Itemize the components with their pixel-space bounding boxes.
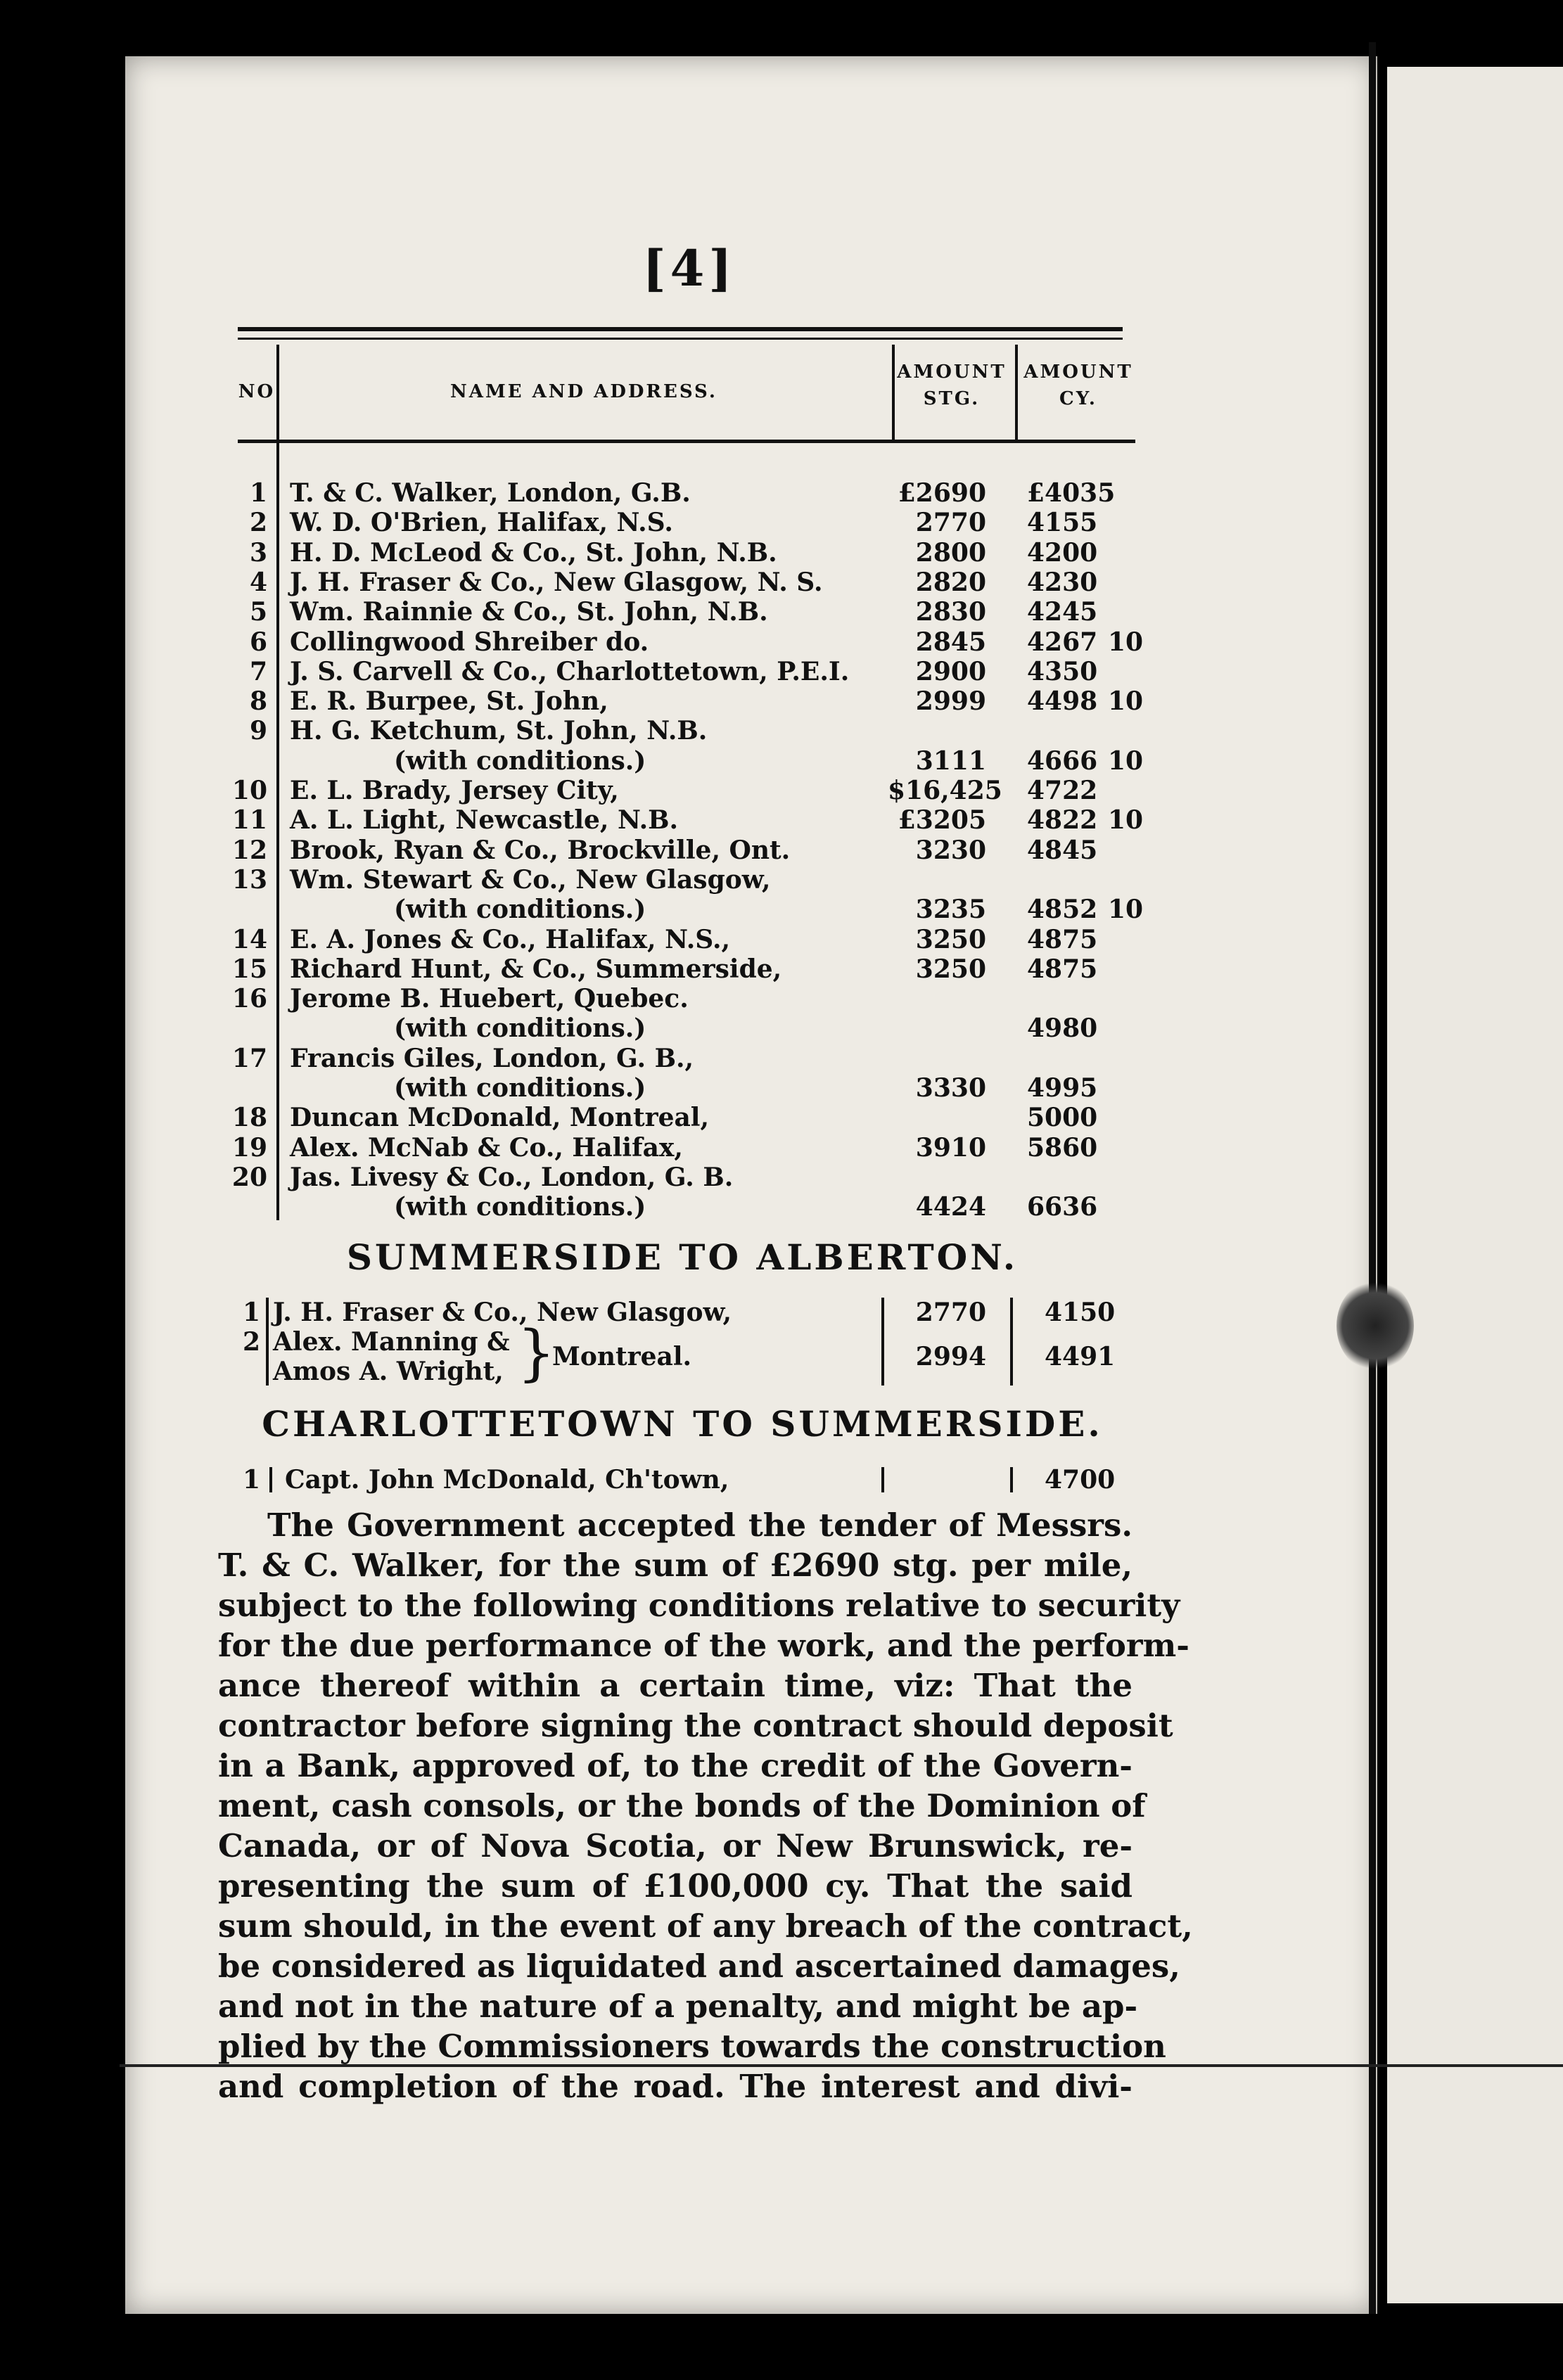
row-number: 1: [242, 1465, 260, 1495]
row-number: 17: [231, 1043, 267, 1073]
row-amount-cy: 4845: [1027, 835, 1098, 865]
body-paragraph: [218, 1505, 1193, 2106]
table-row: [0, 865, 1563, 895]
summerside-line-stg: [881, 1467, 884, 1492]
table-row: [0, 1192, 1563, 1222]
table-row: [0, 954, 1563, 984]
brace: }: [517, 1318, 556, 1388]
row-amount-stg: 3250: [915, 924, 986, 954]
paragraph-line: ance thereof within a certain time, viz: That the: [218, 1667, 1133, 1704]
row-amount-cy: 4155: [1027, 508, 1098, 538]
row-number: 20: [231, 1162, 267, 1192]
row-name: (with conditions.): [394, 1013, 646, 1044]
table-row: [0, 1013, 1563, 1043]
row-amount-stg: 2770: [915, 1298, 986, 1327]
row-name: J. H. Fraser & Co., New Glasgow,: [273, 1298, 732, 1327]
row-amount-cy: 4995: [1027, 1073, 1098, 1103]
paragraph-line: plied by the Commissioners towards the construction: [218, 2028, 1166, 2065]
row-amount-stg: 2800: [915, 537, 986, 568]
row-amount-cy: 4700: [1045, 1465, 1116, 1495]
paragraph-line: Canada, or of Nova Scotia, or New Brunswick, re-: [218, 1827, 1133, 1864]
row-name: Richard Hunt, & Co., Summerside,: [290, 954, 782, 984]
row-place: Montreal.: [552, 1342, 692, 1371]
table-row: [0, 538, 1563, 568]
row-amount-stg: 3250: [915, 954, 986, 984]
row-amount-frac: 10: [1108, 686, 1144, 717]
table-row: [0, 657, 1563, 686]
col-line-cy: [1015, 345, 1018, 443]
table-row: [0, 925, 1563, 954]
row-name: (with conditions.): [394, 1192, 646, 1222]
table-row: [0, 1073, 1563, 1103]
col-header-stg-line2: STG.: [923, 388, 981, 409]
paragraph-line: subject to the following conditions relative to security: [218, 1587, 1180, 1624]
row-amount-stg: 3330: [915, 1073, 986, 1103]
paragraph-line: presenting the sum of £100,000 cy. That the said: [218, 1867, 1133, 1905]
row-amount-stg: 2845: [915, 627, 986, 657]
row-amount-cy: 5000: [1027, 1103, 1098, 1133]
summerside-row-1: [0, 1465, 1563, 1495]
table-row: [0, 568, 1563, 597]
table-row: [0, 836, 1563, 865]
row-amount-cy: £4035: [1027, 478, 1116, 508]
row-number: 11: [231, 805, 267, 836]
row-number: 1: [242, 1298, 260, 1327]
table-row: [0, 627, 1563, 657]
row-amount-cy: 4230: [1027, 567, 1098, 597]
row-amount-stg: 3230: [915, 835, 986, 865]
row-amount-cy: 4498: [1027, 686, 1098, 717]
row-number: 16: [231, 984, 267, 1014]
paragraph-line: contractor before signing the contract should deposit: [218, 1707, 1173, 1744]
row-amount-cy: 4350: [1027, 656, 1098, 686]
table-row: [0, 1103, 1563, 1132]
row-amount-cy: 4666: [1027, 746, 1098, 776]
row-name: Capt. John McDonald, Ch'town,: [285, 1465, 729, 1495]
col-header-stg: [892, 359, 1012, 412]
table-row: [0, 1044, 1563, 1073]
table-row: [0, 746, 1563, 776]
row-amount-cy: 4200: [1027, 537, 1098, 568]
row-amount-cy: 6636: [1027, 1192, 1098, 1222]
row-number: 18: [231, 1103, 267, 1133]
row-amount-cy: 4245: [1027, 597, 1098, 627]
row-number: 3: [249, 537, 267, 568]
row-name: Alex. McNab & Co., Halifax,: [290, 1132, 683, 1163]
section-title-summerside: CHARLOTTETOWN TO SUMMERSIDE.: [262, 1403, 1103, 1445]
table-row: [0, 508, 1563, 537]
row-name: E. A. Jones & Co., Halifax, N.S.,: [290, 924, 731, 954]
table-row: [0, 984, 1563, 1013]
col-header-no: NO: [238, 381, 276, 402]
row-amount-stg: 2770: [915, 508, 986, 538]
paragraph-line: sum should, in the event of any breach of the contract,: [218, 1907, 1193, 1945]
row-name: J. S. Carvell & Co., Charlottetown, P.E.I.: [290, 656, 850, 686]
table-row: [0, 776, 1563, 805]
row-name: Francis Giles, London, G. B.,: [290, 1043, 694, 1073]
summerside-line-no: [269, 1467, 272, 1492]
table-row: [0, 686, 1563, 716]
row-number: 13: [231, 864, 267, 895]
row-name: Wm. Stewart & Co., New Glasgow,: [290, 864, 771, 895]
row-amount-stg: 2999: [915, 686, 986, 717]
row-amount-stg: £3205: [898, 805, 986, 836]
paragraph-line: for the due performance of the work, and the perform-: [218, 1627, 1189, 1664]
row-amount-cy: 4267: [1027, 627, 1098, 657]
row-amount-stg: 3235: [915, 895, 986, 925]
row-name: A. L. Light, Newcastle, N.B.: [290, 805, 679, 836]
row-number: 5: [249, 597, 267, 627]
row-name: (with conditions.): [394, 895, 646, 925]
row-number: 10: [231, 776, 267, 805]
row-name: Brook, Ryan & Co., Brockville, Ont.: [290, 835, 791, 865]
page-number: [4]: [642, 239, 736, 298]
section-title-alberton: SUMMERSIDE TO ALBERTON.: [346, 1236, 1019, 1278]
row-name: Duncan McDonald, Montreal,: [290, 1103, 710, 1133]
row-name: Jerome B. Huebert, Quebec.: [290, 984, 689, 1014]
row-number: 8: [249, 686, 267, 717]
row-number: 2: [242, 1327, 260, 1357]
paragraph-line: The Government accepted the tender of Messrs.: [267, 1506, 1133, 1544]
header-rule-top-2: [238, 338, 1123, 340]
row-number: 19: [231, 1132, 267, 1163]
row-number: 7: [249, 656, 267, 686]
row-amount-stg: 2830: [915, 597, 986, 627]
row-name: H. D. McLeod & Co., St. John, N.B.: [290, 537, 777, 568]
row-name: Jas. Livesy & Co., London, G. B.: [290, 1162, 734, 1192]
row-name: E. R. Burpee, St. John,: [290, 686, 608, 717]
row-number: 14: [231, 924, 267, 954]
row-amount-stg: $16,425: [888, 776, 1002, 805]
row-amount-cy: 4822: [1027, 805, 1098, 836]
paragraph-line: be considered as liquidated and ascertained damages,: [218, 1947, 1180, 1985]
table-row: [0, 895, 1563, 924]
row-amount-stg: 3910: [915, 1132, 986, 1163]
header-rule-top: [238, 327, 1123, 331]
row-amount-frac: 10: [1108, 895, 1144, 925]
paragraph-line: and completion of the road. The interest and divi-: [218, 2068, 1133, 2105]
row-number: 2: [249, 508, 267, 538]
alberton-line-stg: [881, 1298, 884, 1386]
row-amount-cy: 4875: [1027, 954, 1098, 984]
table-row: [0, 597, 1563, 627]
row-number: 4: [249, 567, 267, 597]
row-amount-stg: 2900: [915, 656, 986, 686]
col-header-stg-line1: AMOUNT: [897, 362, 1007, 383]
row-number: 9: [249, 716, 267, 746]
col-header-cy-line1: AMOUNT: [1023, 362, 1133, 383]
paragraph-line: T. & C. Walker, for the sum of £2690 stg. per mile,: [218, 1547, 1133, 1584]
col-header-name: NAME AND ADDRESS.: [450, 381, 717, 402]
row-amount-stg: 4424: [915, 1192, 986, 1222]
row-amount-stg: £2690: [898, 478, 986, 508]
alberton-line-no: [266, 1298, 269, 1386]
row-amount-cy: 4722: [1027, 776, 1098, 805]
alberton-line-cy: [1010, 1298, 1013, 1386]
row-name: (with conditions.): [394, 1073, 646, 1103]
alberton-row-1: [0, 1298, 1563, 1327]
row-name: W. D. O'Brien, Halifax, N.S.: [290, 508, 673, 538]
row-amount-frac: 10: [1108, 746, 1144, 776]
row-name: E. L. Brady, Jersey City,: [290, 776, 619, 805]
row-name: H. G. Ketchum, St. John, N.B.: [290, 716, 708, 746]
row-amount-cy: 4980: [1027, 1013, 1098, 1044]
row-amount-stg: 2994: [915, 1342, 986, 1371]
row-name: Wm. Rainnie & Co., St. John, N.B.: [290, 597, 768, 627]
table-row: [0, 805, 1563, 835]
row-amount-cy: 4491: [1045, 1342, 1116, 1371]
row-name: J. H. Fraser & Co., New Glasgow, N. S.: [290, 567, 823, 597]
header-rule-bottom: [238, 440, 1135, 443]
row-amount-cy: 4852: [1027, 895, 1098, 925]
row-amount-stg: 3111: [915, 746, 986, 776]
alberton-row-2: [0, 1318, 1563, 1388]
paragraph-line: and not in the nature of a penalty, and might be ap-: [218, 1988, 1138, 2025]
row-amount-frac: 10: [1108, 627, 1144, 657]
paragraph-line: in a Bank, approved of, to the credit of the Govern-: [218, 1747, 1133, 1784]
col-header-cy-line2: CY.: [1059, 388, 1097, 409]
row-amount-frac: 10: [1108, 805, 1144, 836]
row-name: (with conditions.): [394, 746, 646, 776]
row-number: 12: [231, 835, 267, 865]
table-row: [0, 1133, 1563, 1163]
summerside-line-cy: [1010, 1467, 1013, 1492]
paragraph-line: ment, cash consols, or the bonds of the Dominion of: [218, 1787, 1146, 1824]
row-name-line1: Alex. Manning &: [273, 1327, 510, 1357]
table-row: [0, 1163, 1563, 1192]
col-header-cy: [1019, 359, 1138, 412]
row-number: 15: [231, 954, 267, 984]
row-name: T. & C. Walker, London, G.B.: [290, 478, 691, 508]
row-amount-stg: 2820: [915, 567, 986, 597]
row-amount-cy: 4875: [1027, 924, 1098, 954]
row-name: Collingwood Shreiber do.: [290, 627, 649, 657]
table-row: [0, 716, 1563, 746]
row-amount-cy: 4150: [1045, 1298, 1116, 1327]
col-line-stg: [892, 345, 895, 443]
row-number: 1: [249, 478, 267, 508]
row-amount-cy: 5860: [1027, 1132, 1098, 1163]
row-name-line2: Amos A. Wright,: [273, 1357, 504, 1386]
table-row: [0, 478, 1563, 508]
row-number: 6: [249, 627, 267, 657]
